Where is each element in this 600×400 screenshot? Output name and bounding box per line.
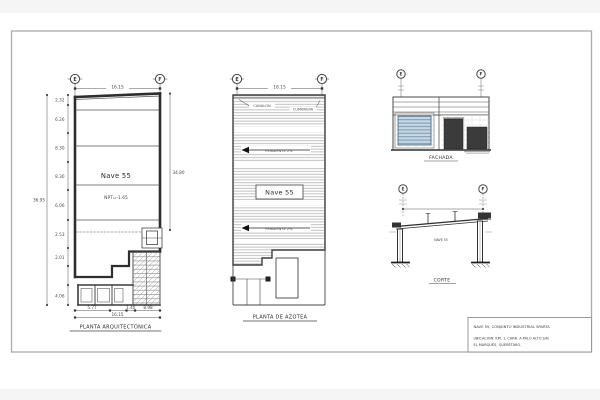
svg-text:34.80: 34.80 bbox=[172, 170, 185, 175]
svg-text:16.15: 16.15 bbox=[111, 312, 124, 317]
room-label-nave55: Nave 55 bbox=[100, 172, 132, 180]
svg-text:CANALÓN: CANALÓN bbox=[253, 104, 271, 109]
drawing-title-planta-azotea: PLANTA DE AZOTEA bbox=[252, 314, 308, 321]
svg-text:F: F bbox=[320, 77, 324, 83]
titleblock-location: UBICACIÓN: KM. 1, CARR. A PALO ALTO S/N bbox=[473, 336, 549, 341]
slope-arrow-2 bbox=[241, 224, 311, 232]
equipment-box bbox=[142, 228, 162, 248]
svg-text:6.26: 6.26 bbox=[55, 117, 65, 122]
louver-panel bbox=[395, 113, 434, 148]
svg-text:F: F bbox=[479, 72, 483, 78]
parapet-cap-right bbox=[478, 213, 491, 219]
svg-text:PENDIENTE 2%: PENDIENTE 2% bbox=[265, 149, 293, 153]
top-gray-band bbox=[0, 0, 600, 13]
svg-text:16.15: 16.15 bbox=[273, 85, 286, 91]
svg-text:E: E bbox=[235, 77, 239, 83]
svg-text:1.40: 1.40 bbox=[126, 305, 136, 310]
svg-text:E: E bbox=[401, 187, 405, 193]
svg-text:8.30: 8.30 bbox=[55, 174, 65, 179]
section-interior-label: NAVE 55 bbox=[434, 238, 448, 242]
titleblock-city: EL MARQUÉS, QUERÉTARO. bbox=[473, 343, 522, 347]
drawing-title-fachada: FACHADA bbox=[429, 156, 453, 161]
drawing-title-planta-arquitectonica: PLANTA ARQUITECTÓNICA bbox=[79, 324, 152, 331]
titleblock-project: NAVE 55, CONJUNTO INDUSTRIAL SPARTA bbox=[473, 325, 550, 329]
svg-text:36.95: 36.95 bbox=[33, 197, 45, 203]
svg-text:8.30: 8.30 bbox=[55, 145, 65, 151]
svg-text:PENDIENTE 2%: PENDIENTE 2% bbox=[265, 227, 293, 231]
svg-text:4.06: 4.06 bbox=[55, 293, 65, 299]
door-left-dark bbox=[444, 119, 463, 149]
svg-text:8.98: 8.98 bbox=[143, 305, 153, 310]
svg-text:5.77: 5.77 bbox=[87, 305, 97, 310]
svg-text:CUMBRERA: CUMBRERA bbox=[292, 107, 314, 112]
eave-cap-left bbox=[392, 223, 401, 228]
door-right-dark bbox=[467, 127, 487, 149]
slope-arrow-1 bbox=[241, 146, 311, 154]
svg-text:F: F bbox=[158, 77, 162, 83]
svg-text:E: E bbox=[73, 77, 77, 83]
npt-level-label: NPT=-1.65 bbox=[104, 196, 128, 201]
drawing-title-corte: CORTE bbox=[433, 278, 451, 284]
svg-text:2.53: 2.53 bbox=[55, 232, 65, 237]
svg-text:Nave 55: Nave 55 bbox=[265, 188, 294, 197]
svg-text:16.15: 16.15 bbox=[111, 85, 124, 91]
title-block bbox=[468, 318, 592, 353]
svg-text:6.06: 6.06 bbox=[55, 203, 65, 208]
nave-label-box bbox=[256, 185, 303, 199]
svg-text:E: E bbox=[399, 72, 403, 78]
bottom-gray-band bbox=[0, 389, 600, 400]
stair bbox=[133, 252, 160, 305]
svg-text:2.01: 2.01 bbox=[55, 255, 65, 260]
svg-text:2.32: 2.32 bbox=[55, 97, 65, 103]
svg-text:F: F bbox=[481, 187, 485, 193]
